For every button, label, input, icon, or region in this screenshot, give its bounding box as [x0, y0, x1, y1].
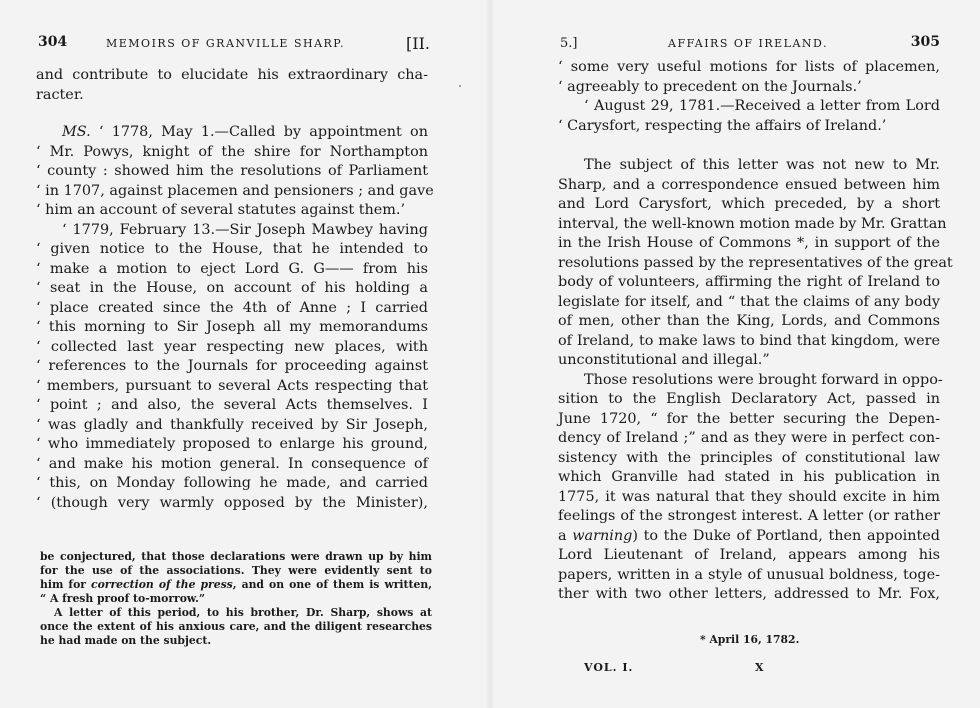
- text-line: The subject of this letter was not new to Mr.: [584, 157, 940, 173]
- text-line: feelings of the strongest interest. A letter (or rather: [558, 508, 940, 524]
- text-line: racter.: [36, 86, 84, 103]
- footnote-line: he had made on the subject.: [40, 634, 212, 647]
- text-line: ‘ and make his motion general. In consequence of: [36, 455, 428, 472]
- text-line: ‘ August 29, 1781.—Received a letter from Lord: [584, 98, 940, 114]
- left-footnote: [40, 550, 432, 648]
- text-line: ‘ point ; and also, the several Acts themselves. I: [36, 397, 428, 413]
- text-line: ‘ him an account of several statutes against them.’: [36, 202, 406, 218]
- footnote-line: * April 16, 1782.: [700, 633, 800, 646]
- text-line: and contribute to elucidate his extraordinary cha-: [36, 67, 428, 83]
- text-line: ‘ agreeably to precedent on the Journals.’: [558, 78, 862, 95]
- footer-volume: VOL. I.: [584, 661, 634, 674]
- text-line: ‘ place created since the 4th of Anne ; I carried: [36, 299, 428, 316]
- text-line: ‘ seat in the House, on account of his holding a: [36, 280, 428, 296]
- text-line: in the Irish House of Commons *, in support of the: [558, 235, 940, 251]
- left-body-text: [36, 66, 434, 513]
- text-line: ‘ references to the Journals for proceeding against: [36, 358, 428, 374]
- right-chapter-mark: 5.]: [560, 36, 578, 51]
- right-page-number: 305: [910, 34, 940, 50]
- text-line: ‘ members, pursuant to several Acts respecting that: [36, 377, 428, 394]
- text-line: papers, written in a style of unusual boldness, toge-: [558, 566, 940, 583]
- footnote-line: once the extent of his anxious care, and the diligent researches: [40, 620, 432, 633]
- text-line: a warning) to the Duke of Portland, then appointed: [558, 527, 940, 544]
- left-chapter-mark: [II.: [406, 34, 430, 53]
- text-line: ther with two other letters, addressed to Mr. Fox,: [558, 586, 940, 602]
- left-running-header: [38, 34, 430, 56]
- text-line: ‘ in 1707, against placemen and pensioners ; and gave: [36, 182, 434, 199]
- text-line: Lord Lieutenant of Ireland, appears among his: [558, 547, 940, 563]
- right-body-text: [558, 58, 953, 605]
- text-line: ‘ county : showed him the resolutions of Parliament: [36, 163, 428, 179]
- right-footnote: [700, 633, 920, 647]
- text-line: ‘ who immediately proposed to enlarge his ground,: [36, 436, 428, 452]
- text-line: sistency with the principles of constitutional law: [558, 449, 940, 466]
- text-line: and Lord Carysfort, which preceded, by a short: [558, 196, 940, 212]
- text-line: resolutions passed by the representatives of the great: [558, 254, 953, 271]
- text-line: ‘ make a motion to eject Lord G. G—— from his: [36, 260, 428, 277]
- text-line: of men, other than the King, Lords, and Commons: [558, 313, 940, 329]
- text-line: interval, the well-known motion made by Mr. Grattan: [558, 215, 947, 232]
- text-line: sition to the English Declaratory Act, passed in: [558, 391, 940, 407]
- text-line: ‘ this morning to Sir Joseph all my memorandums: [36, 319, 428, 335]
- text-line: June 1720, “ for the better securing the Depen-: [558, 410, 940, 427]
- page-speck: [459, 85, 461, 87]
- text-line: unconstitutional and illegal.”: [558, 352, 770, 368]
- text-line: Sharp, and a correspondence ensued between him: [558, 176, 940, 193]
- footnote-line: “ A fresh proof to-morrow.”: [40, 592, 206, 605]
- left-running-title: MEMOIRS OF GRANVILLE SHARP.: [106, 37, 345, 50]
- text-line: ‘ (though very warmly opposed by the Minister),: [36, 494, 428, 511]
- text-line: Those resolutions were brought forward in oppo-: [584, 371, 943, 388]
- text-line: dency of Ireland ;” and as they were in perfect con-: [558, 430, 940, 446]
- text-line: ‘ given notice to the House, that he intended to: [36, 241, 428, 257]
- footer-signature: X: [755, 661, 765, 674]
- text-line: ‘ collected last year respecting new places, with: [36, 338, 428, 355]
- footnote-line: A letter of this period, to his brother, Dr. Sharp, shows at: [54, 606, 432, 619]
- footnote-line: him for correction of the press, and on one of them is written,: [40, 578, 432, 591]
- text-line: legislate for itself, and “ that the claims of any body: [558, 293, 940, 310]
- text-line: 1775, it was natural that they should excite in him: [558, 488, 940, 505]
- text-line: ‘ this, on Monday following he made, and carried: [36, 475, 428, 491]
- text-line: of Ireland, to make laws to bind that kingdom, were: [558, 332, 940, 349]
- text-line: ‘ some very useful motions for lists of placemen,: [558, 59, 940, 75]
- text-line: ‘ 1779, February 13.—Sir Joseph Mawbey having: [62, 221, 428, 238]
- right-running-title: AFFAIRS OF IRELAND.: [668, 37, 828, 50]
- left-page-number: 304: [38, 34, 68, 50]
- text-line: ‘ Carysfort, respecting the affairs of Ireland.’: [558, 117, 887, 134]
- footnote-line: for the use of the associations. They were evidently sent to: [40, 564, 432, 577]
- text-line: MS. ‘ 1778, May 1.—Called by appointment on: [62, 124, 428, 140]
- text-line: body of volunteers, affirming the right of Ireland to: [558, 274, 940, 290]
- text-line: ‘ was gladly and thankfully received by Sir Joseph,: [36, 416, 428, 433]
- text-line: ‘ Mr. Powys, knight of the shire for Northampton: [36, 143, 428, 160]
- text-line: which Granville had stated in his publication in: [558, 469, 940, 485]
- footnote-line: be conjectured, that those declarations were drawn up by him: [40, 550, 432, 563]
- right-running-header: [560, 34, 940, 56]
